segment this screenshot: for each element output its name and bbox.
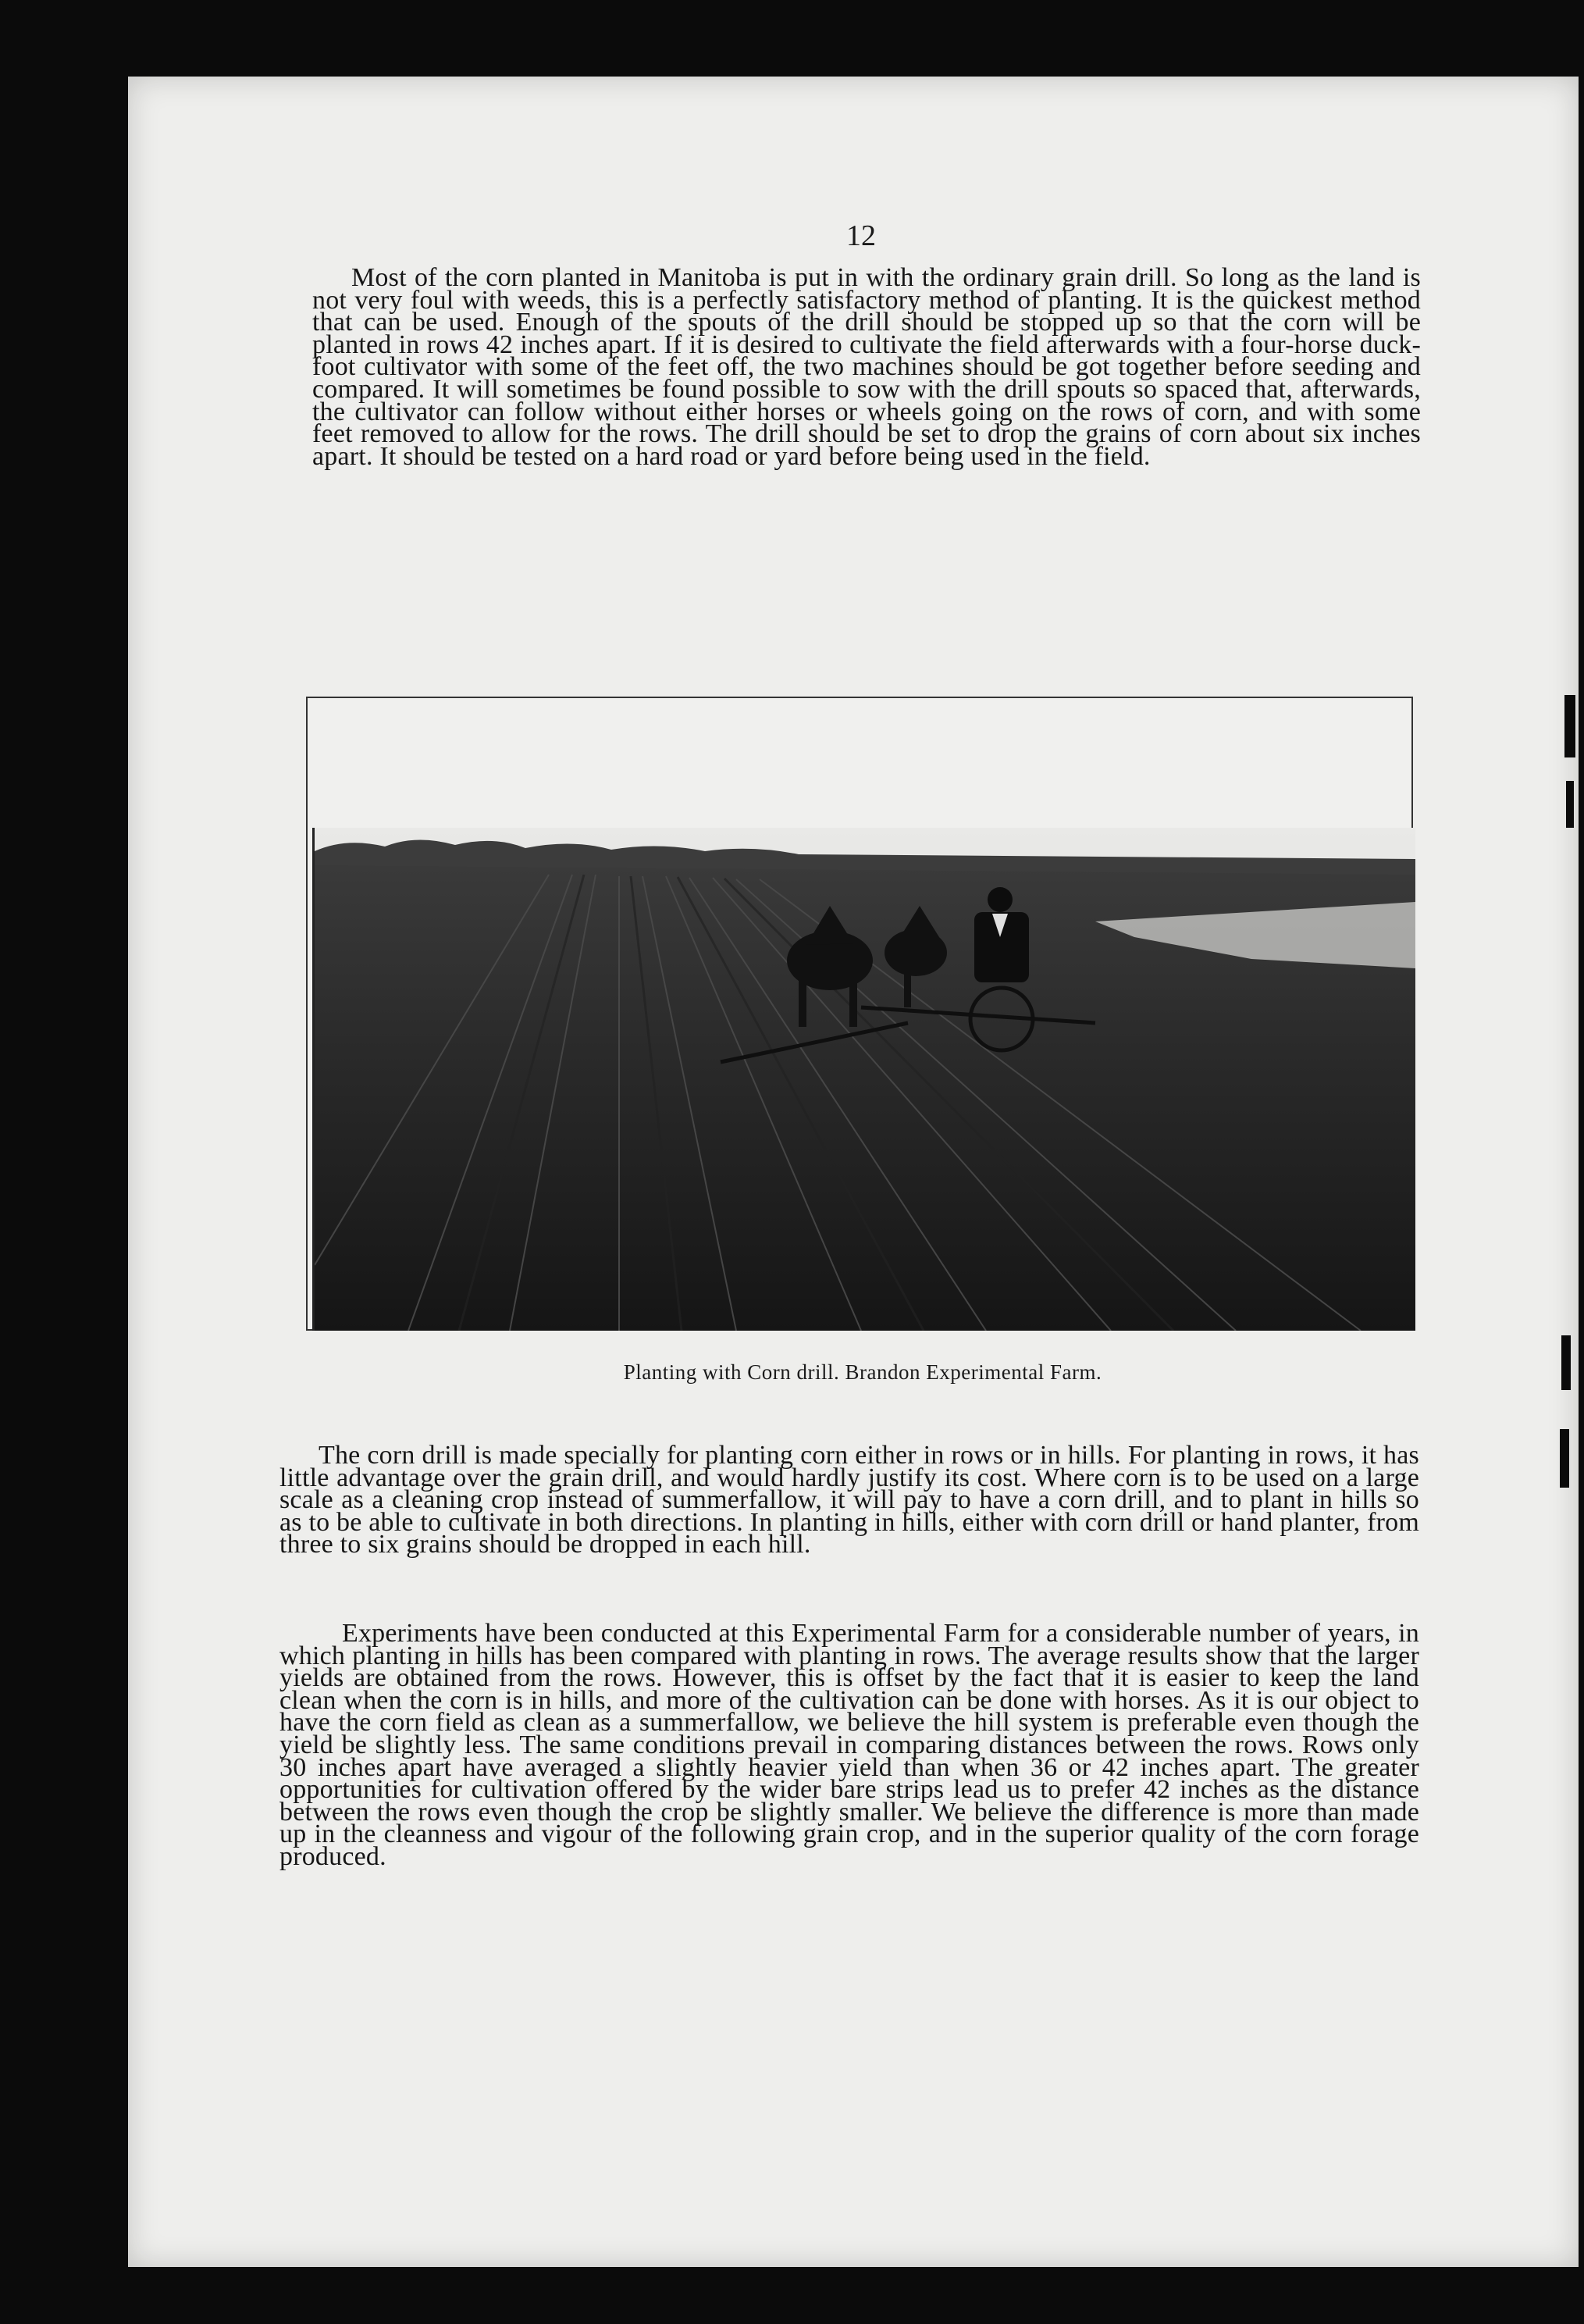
- figure-caption: Planting with Corn drill. Brandon Experimental Farm.: [623, 1360, 1102, 1384]
- scan-edge-mark: [1566, 781, 1574, 828]
- scan-edge-mark: [1561, 1335, 1571, 1390]
- scan-edge-mark: [1564, 695, 1575, 757]
- paragraph-experiments: Experiments have been conducted at this Experimental Farm for a considerable number of years, in which planting in hills has been compared with planting in rows. The average results show that the larger yields are obtained from the rows. However, this is offset by the fact that it is easier to keep the land clean when the corn is in hills, and more of the cultivation can be done with horses. As it is our object to have the corn field as clean as a summerfallow, we believe the hill system is preferable even though the yield be slightly less. The same conditions prevail in comparing distances between the rows. Rows only 30 inches apart have averaged a slightly heavier yield than when 36 or 42 inches apart. The greater opportunities for cultivation offered by the wider bare strips lead us to prefer 42 inches as the distance between the rows even though the crop be slightly smaller. We believe the difference is more than made up in the cleanness and vigour of the following grain crop, and in the superior quality of the corn forage produced.: [279, 1619, 1419, 1871]
- paragraph-corn-drill: The corn drill is made specially for planting corn either in rows or in hills. For planting in rows, it has little advantage over the grain drill, and would hardly justify its cost. Where corn is to be used on a large scale as a cleaning crop instead of summerfallow, it will pay to have a corn drill, and to plant in hills so as to be able to cultivate in both directions. In planting in hills, either with corn drill or hand planter, from three to six grains should be dropped in each hill.: [279, 1441, 1419, 1559]
- scan-edge-mark: [1560, 1429, 1569, 1488]
- page-number: 12: [846, 219, 876, 252]
- field-photograph: [312, 828, 1415, 1331]
- paragraph-grain-drill: Most of the corn planted in Manitoba is put in with the ordinary grain drill. So long as the land is not very foul with weeds, this is a perfectly satisfactory method of planting. It is the quickest method that can be used. Enough of the spouts of the drill should be stopped up so that the corn will be planted in rows 42 inches apart. If it is desired to cultivate the field afterwards with a four-horse duck-foot cultivator with some of the feet off, the two machines should be got together before seeding and compared. It will sometimes be found possible to sow with the drill spouts so spaced that, afterwards, the cultivator can follow without either horses or wheels going on the rows of corn, and with some feet removed to allow for the rows. The drill should be set to drop the grains of corn about six inches apart. It should be tested on a hard road or yard before being used in the field.: [312, 263, 1421, 471]
